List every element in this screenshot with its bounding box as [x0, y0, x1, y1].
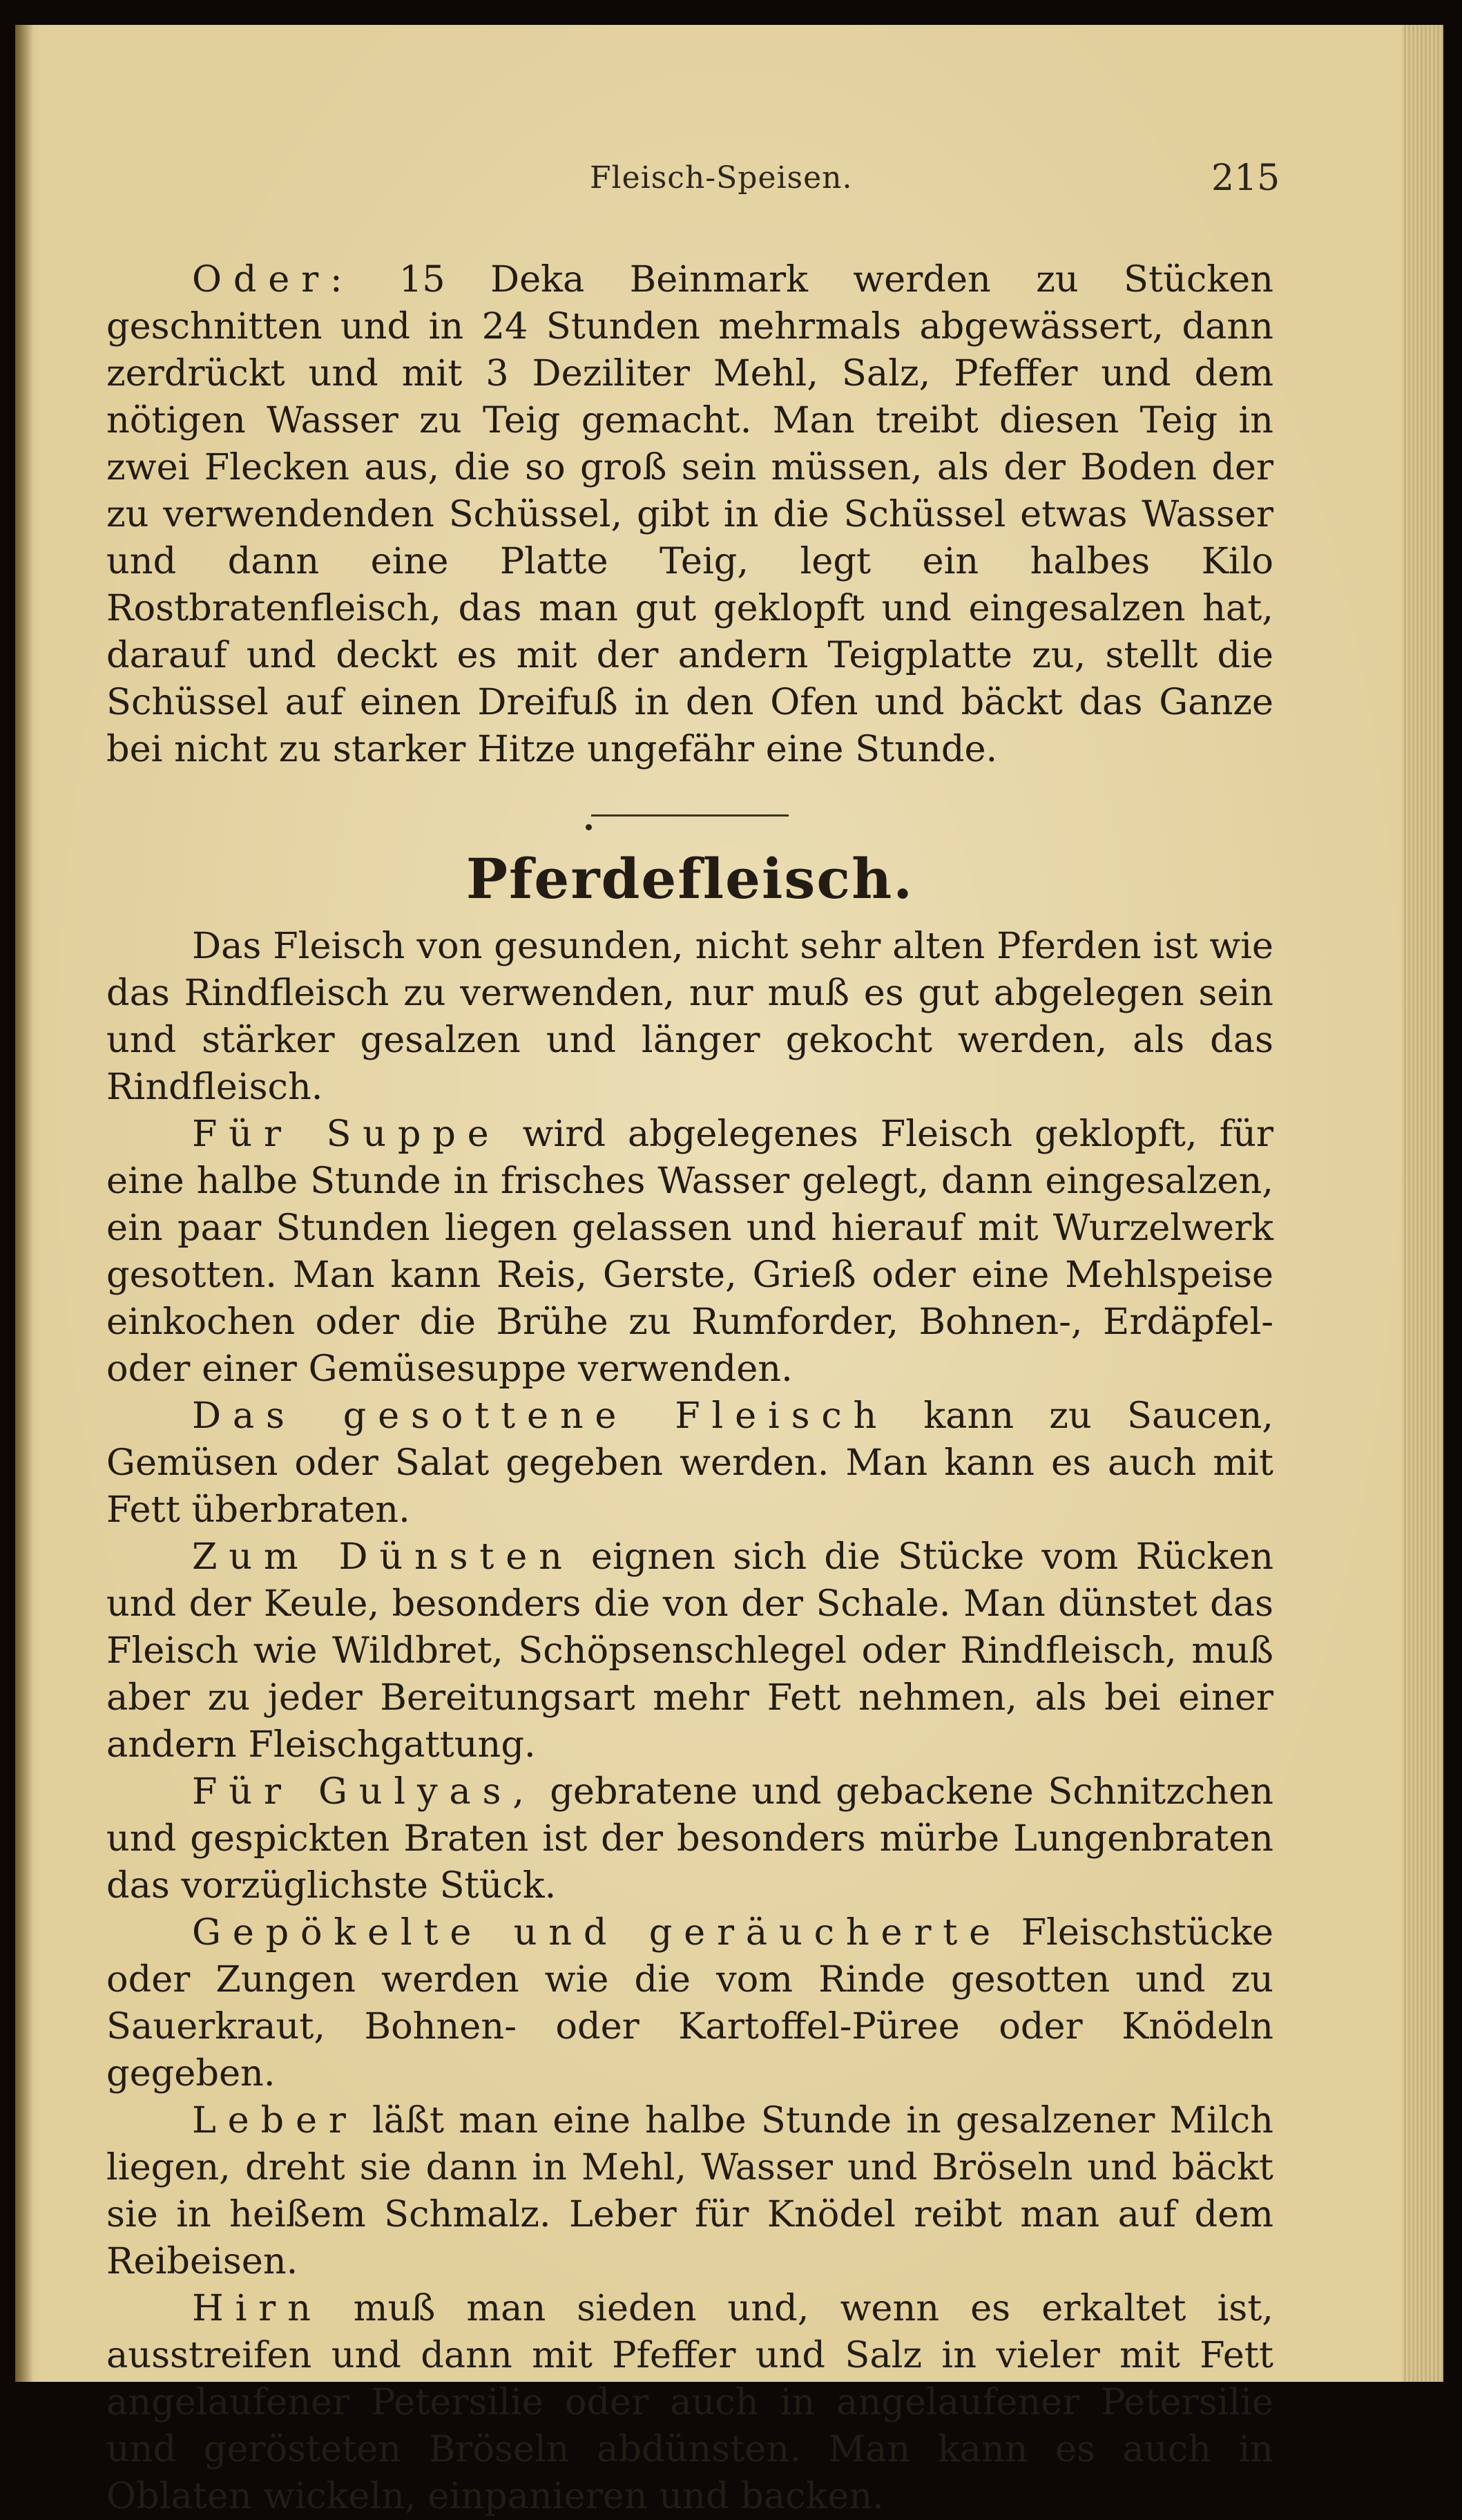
paragraph-duensten: [106, 1534, 1273, 1768]
paragraph-text: muß man sieden und, wenn es erkaltet ist, ausstreifen und dann mit Pfeffer und Salz in vieler mit Fett angelaufener Petersilie oder auch in angelaufener Petersilie und gerösteten Bröseln abdünsten. Man kann es auch in Oblaten wickeln, einpanieren und backen.: [106, 2287, 1273, 2517]
book-page: [15, 25, 1443, 2517]
section-separator: [591, 814, 789, 817]
paragraph-lead: Gepökelte und geräucherte: [192, 1911, 1002, 1954]
separator-dot: [586, 824, 592, 830]
paragraph-lead: Hirn: [192, 2287, 323, 2329]
paragraph-text: läßt man eine halbe Stunde in gesalzener Milch liegen, dreht sie dann in Mehl, Wasser und Bröseln und bäckt sie in heißem Schmalz. Leber für Knödel reibt man auf dem Reibeisen.: [106, 2099, 1273, 2282]
section-heading: Pferdefleisch.: [465, 846, 914, 911]
page-number: 215: [1211, 158, 1280, 199]
text-block: [106, 256, 1273, 2520]
paragraph-gesottene: [106, 1393, 1273, 1534]
paragraph-general: [106, 923, 1273, 1111]
paragraph-text: wird abgelegenes Fleisch geklopft, für eine halbe Stunde in frisches Wasser gelegt, dann eingesalzen, ein paar Stunden liegen gelassen und hierauf mit Wurzelwerk gesotten. Man kann Reis, Gerste, Grieß oder eine Mehlspeise einkochen oder die Brühe zu Rumforder, Bohnen-, Erdäpfel- oder einer Gemüsesuppe verwenden.: [106, 1113, 1273, 1390]
page-edges: [1402, 25, 1443, 2382]
paragraph-gepoekelte: [106, 1909, 1273, 2097]
paragraph-text: gebratene und gebackene Schnitzchen und gespickten Braten ist der besonders mürbe Lungenbraten das vorzüglichste Stück.: [106, 1770, 1273, 1907]
running-header: Fleisch-Speisen.: [590, 160, 853, 195]
paragraph-lead: Oder:: [192, 258, 354, 300]
paragraph-text: Das Fleisch von gesunden, nicht sehr alten Pferden ist wie das Rindfleisch zu verwenden, nur muß es gut abgelegen sein und stärker gesalzen und länger gekocht werden, als das Rindfleisch.: [106, 925, 1273, 1108]
paragraph-text: kann zu Saucen, Gemüsen oder Salat gegeben werden. Man kann es auch mit Fett überbraten.: [106, 1395, 1273, 1531]
spine-shadow: [15, 25, 33, 2382]
paragraph-lead: Für Gulyas,: [192, 1770, 536, 1813]
paragraph-lead: Das gesottene Fleisch: [192, 1395, 889, 1437]
paragraph-lead: Leber: [192, 2099, 358, 2141]
paragraph-lead: Zum Dünsten: [192, 1536, 574, 1578]
intro-paragraph: [106, 256, 1273, 773]
paragraph-text: Fleischstücke oder Zungen werden wie die vom Rinde gesotten und zu Sauerkraut, Bohnen- oder Kartoffel-Püree oder Knödeln gegeben.: [106, 1911, 1274, 2094]
paragraph-gulyas: [106, 1768, 1273, 1909]
paragraph-suppe: [106, 1111, 1273, 1393]
paragraph-hirn: [106, 2285, 1273, 2520]
paragraph-lead: Für Suppe: [192, 1113, 501, 1155]
paragraph-text: 15 Deka Beinmark werden zu Stücken geschnitten und in 24 Stunden mehrmals abgewässert, dann zerdrückt und mit 3 Deziliter Mehl, Salz, Pfeffer und dem nötigen Wasser zu Teig gemacht. Man treibt diesen Teig in zwei Flecken aus, die so groß sein müssen, als der Boden der zu verwendenden Schüssel, gibt in die Schüssel etwas Wasser und dann eine Platte Teig, legt ein halbes Kilo Rostbratenfleisch, das man gut geklopft und eingesalzen hat, darauf und deckt es mit der andern Teigplatte zu, stellt die Schüssel auf einen Dreifuß in den Ofen und bäckt das Ganze bei nicht zu starker Hitze ungefähr eine Stunde.: [106, 258, 1273, 770]
paragraph-text: eignen sich die Stücke vom Rücken und der Keule, besonders die von der Schale. Man dünstet das Fleisch wie Wildbret, Schöpsenschlegel oder Rindfleisch, muß aber zu jeder Bereitungsart mehr Fett nehmen, als bei einer andern Fleischgattung.: [106, 1536, 1274, 1766]
paragraph-leber: [106, 2097, 1273, 2285]
